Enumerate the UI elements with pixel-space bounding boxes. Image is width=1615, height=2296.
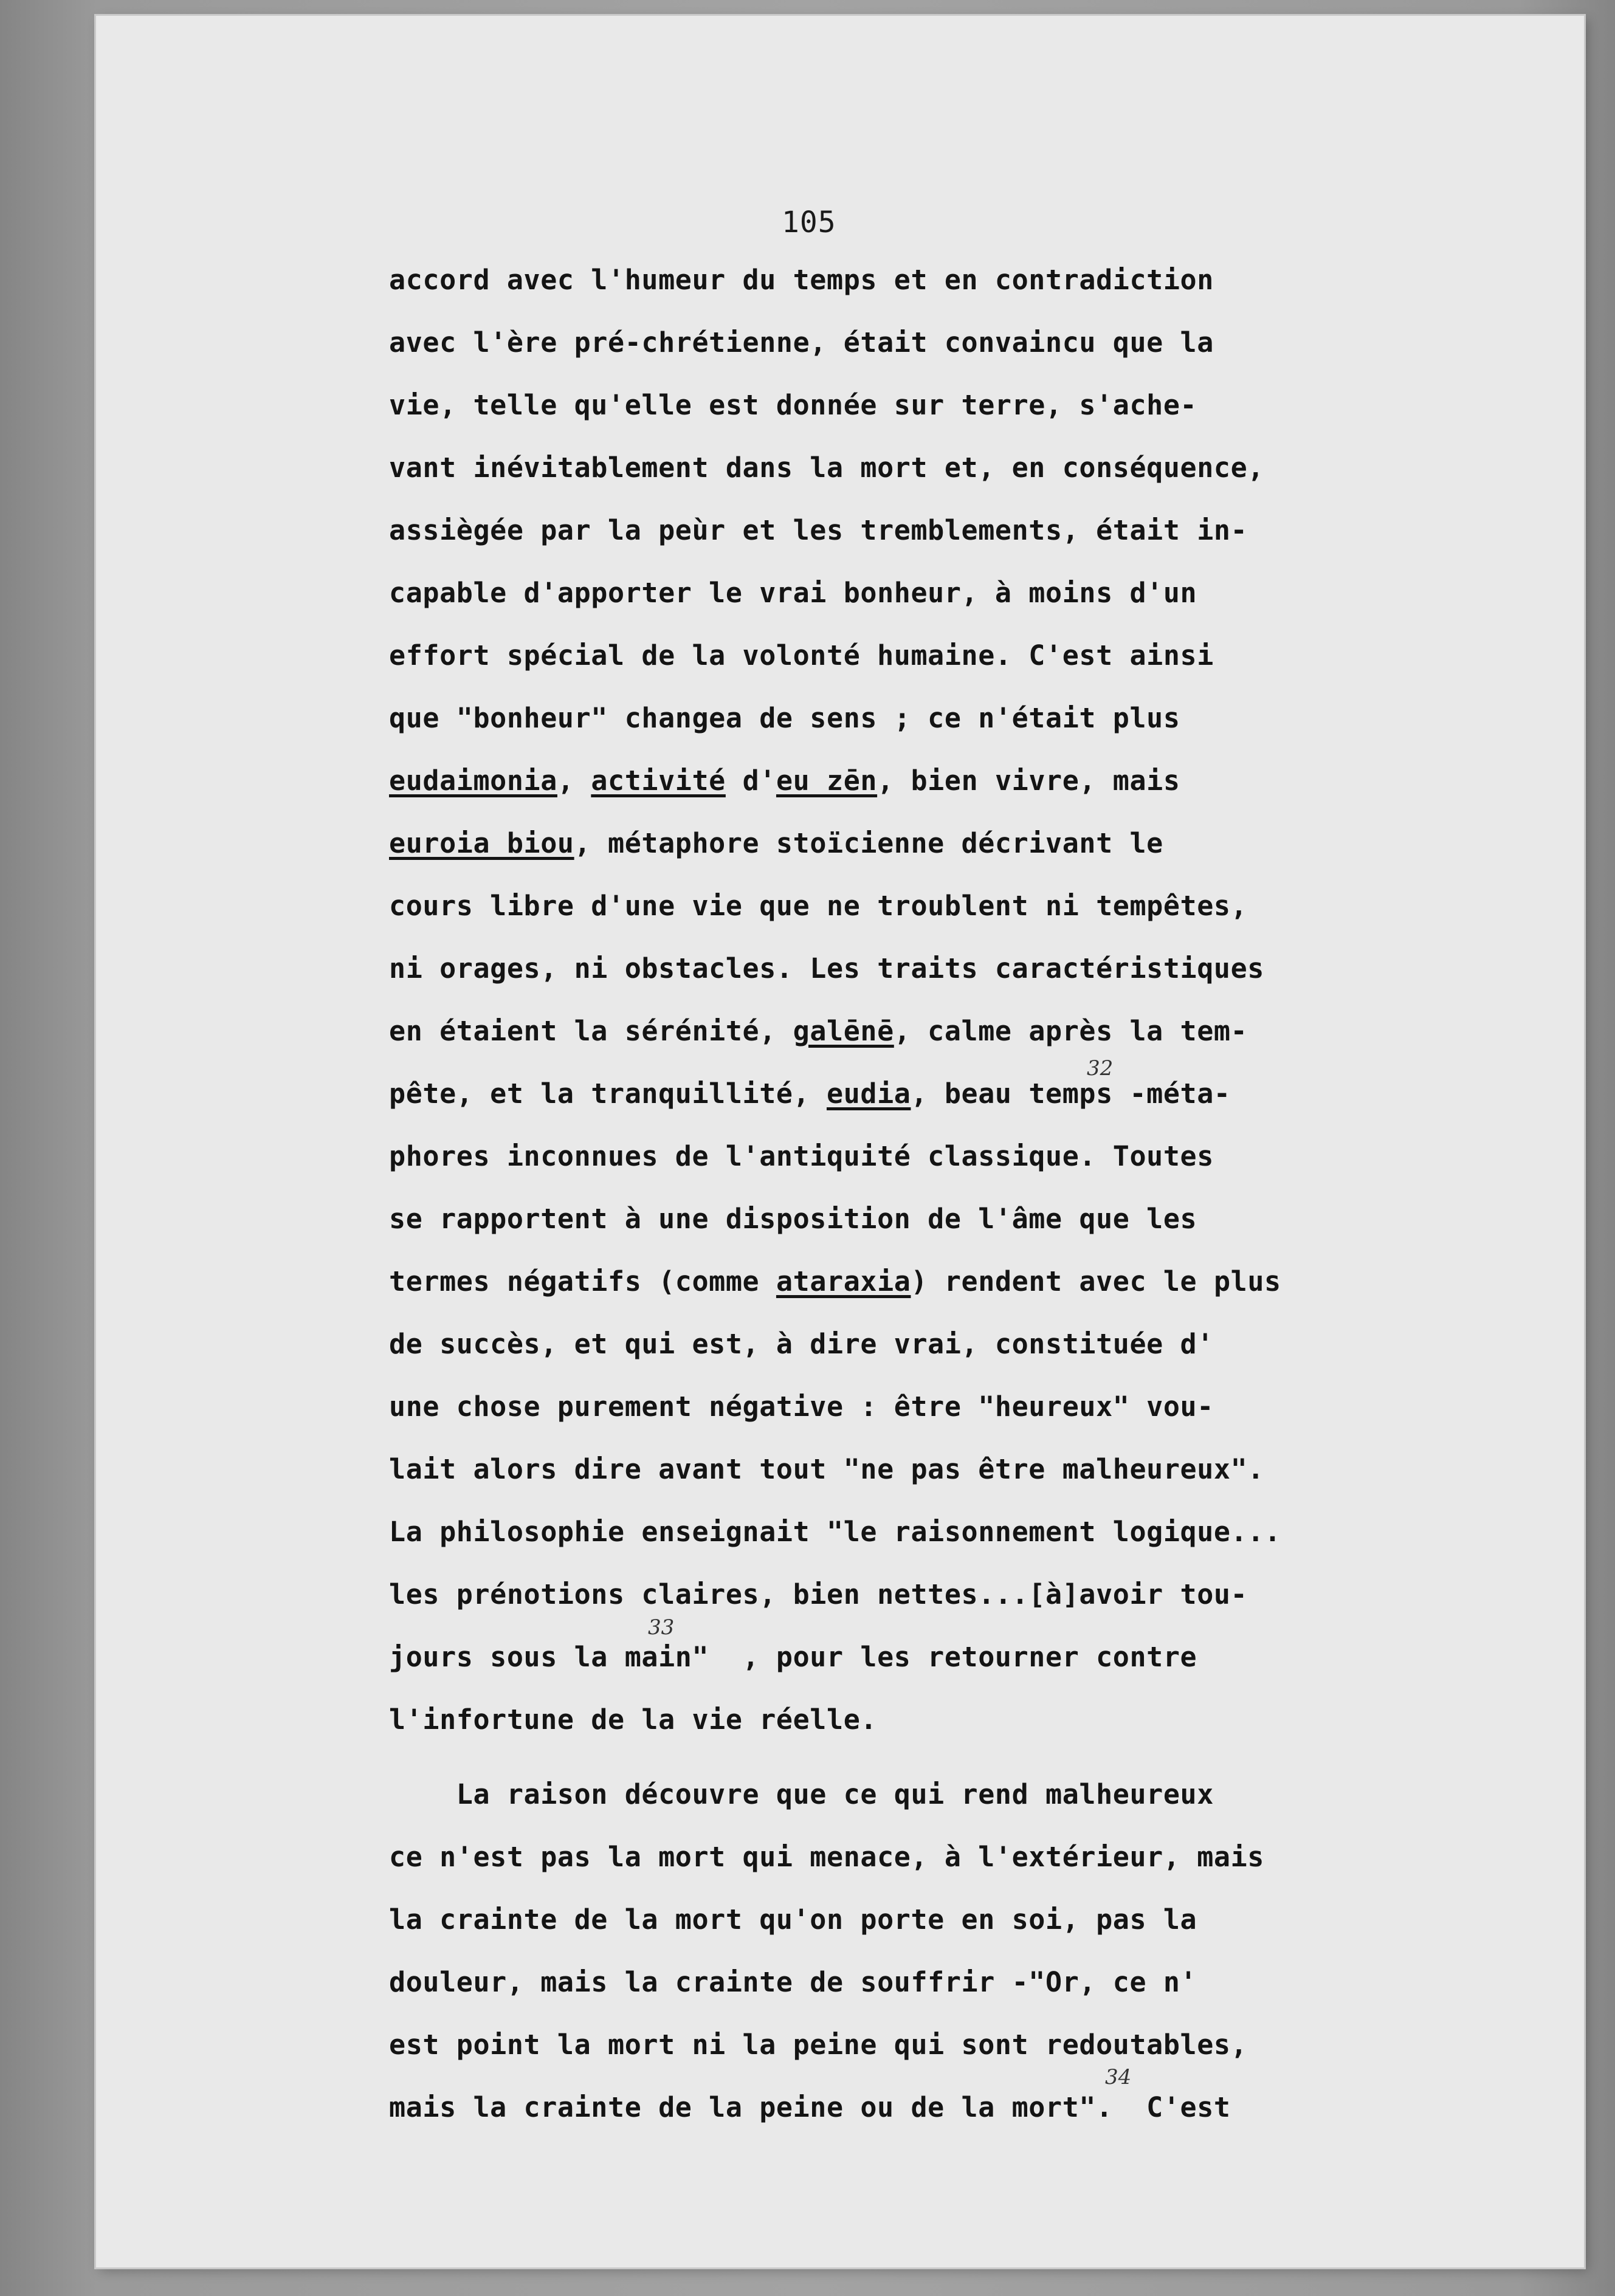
typewritten-page — [96, 16, 1584, 2267]
underlined-term: activité — [591, 765, 726, 797]
text-line: assiègée par la peùr et les tremblements, était in- — [389, 514, 1248, 546]
text-line: avec l'ère pré-chrétienne, était convaincu que la — [389, 326, 1214, 359]
footnote-marker: 33 — [648, 1615, 675, 1640]
underlined-term: eu zēn — [776, 765, 878, 797]
underlined-term: eudaimonia — [389, 765, 557, 797]
text-segment: , — [557, 765, 591, 797]
text-line: lait alors dire avant tout "ne pas être malheureux". — [389, 1453, 1264, 1485]
text-line: vie, telle qu'elle est donnée sur terre, s'ache- — [389, 389, 1197, 421]
text-segment: , bien vivre, mais — [877, 765, 1180, 797]
text-line: accord avec l'humeur du temps et en contradiction — [389, 264, 1214, 296]
text-line — [389, 827, 1386, 859]
text-segment: , calme après la tem- — [894, 1015, 1248, 1047]
text-line: ce n'est pas la mort qui menace, à l'extérieur, mais — [389, 1841, 1264, 1873]
text-line — [389, 1265, 1386, 1298]
text-line: phores inconnues de l'antiquité classique. Toutes — [389, 1140, 1214, 1172]
text-line: une chose purement négative : être "heureux" vou- — [389, 1390, 1214, 1423]
text-segment: ) rendent avec le plus — [911, 1265, 1281, 1298]
text-segment: d' — [725, 765, 776, 797]
text-line: est point la mort ni la peine qui sont redoutables, — [389, 2029, 1248, 2061]
text-line: les prénotions claires, bien nettes...[à]avoir tou- — [389, 1578, 1248, 1610]
underlined-term: euroia biou — [389, 827, 574, 859]
text-line: cours libre d'une vie que ne troublent ni tempêtes, — [389, 890, 1248, 922]
text-line — [389, 1017, 1386, 1045]
text-line: la crainte de la mort qu'on porte en soi, pas la — [389, 1903, 1197, 1936]
text-line: mais la crainte de la peine ou de la mort". C'est — [389, 2091, 1231, 2123]
text-segment: en étaient la sérénité, — [389, 1015, 793, 1047]
text-line: jours sous la main" , pour les retourner contre — [389, 1641, 1197, 1673]
text-line: l'infortune de la vie réelle. — [389, 1703, 878, 1736]
underlined-term: ataraxia — [776, 1265, 911, 1298]
text-line: de succès, et qui est, à dire vrai, constituée d' — [389, 1328, 1214, 1360]
text-line: ni orages, ni obstacles. Les traits caractéristiques — [389, 952, 1264, 985]
text-line: La raison découvre que ce qui rend malheureux — [389, 1778, 1214, 1810]
text-line — [389, 1078, 1386, 1110]
text-line: capable d'apporter le vrai bonheur, à moins d'un — [389, 577, 1197, 609]
text-line — [389, 765, 1386, 797]
text-line: La philosophie enseignait "le raisonnement logique... — [389, 1516, 1281, 1548]
text-segment: termes négatifs (comme — [389, 1265, 776, 1298]
text-line: douleur, mais la crainte de souffrir -"Or, ce n' — [389, 1966, 1197, 1998]
page-number: 105 — [782, 205, 836, 239]
text-line: que "bonheur" changea de sens ; ce n'était plus — [389, 702, 1180, 734]
text-line: se rapportent à une disposition de l'âme que les — [389, 1203, 1197, 1235]
footnote-marker: 32 — [1087, 1056, 1114, 1081]
text-line: effort spécial de la volonté humaine. C'est ainsi — [389, 639, 1214, 672]
text-segment: , métaphore stoïcienne décrivant le — [574, 827, 1163, 859]
footnote-marker: 34 — [1105, 2065, 1132, 2089]
text-line: vant inévitablement dans la mort et, en conséquence, — [389, 452, 1264, 484]
text-segment: pête, et la tranquillité, — [389, 1078, 827, 1110]
underlined-term: eudia — [827, 1078, 911, 1110]
text-segment: , beau temps -méta- — [911, 1078, 1231, 1110]
underlined-term: galēnē — [793, 1015, 894, 1047]
